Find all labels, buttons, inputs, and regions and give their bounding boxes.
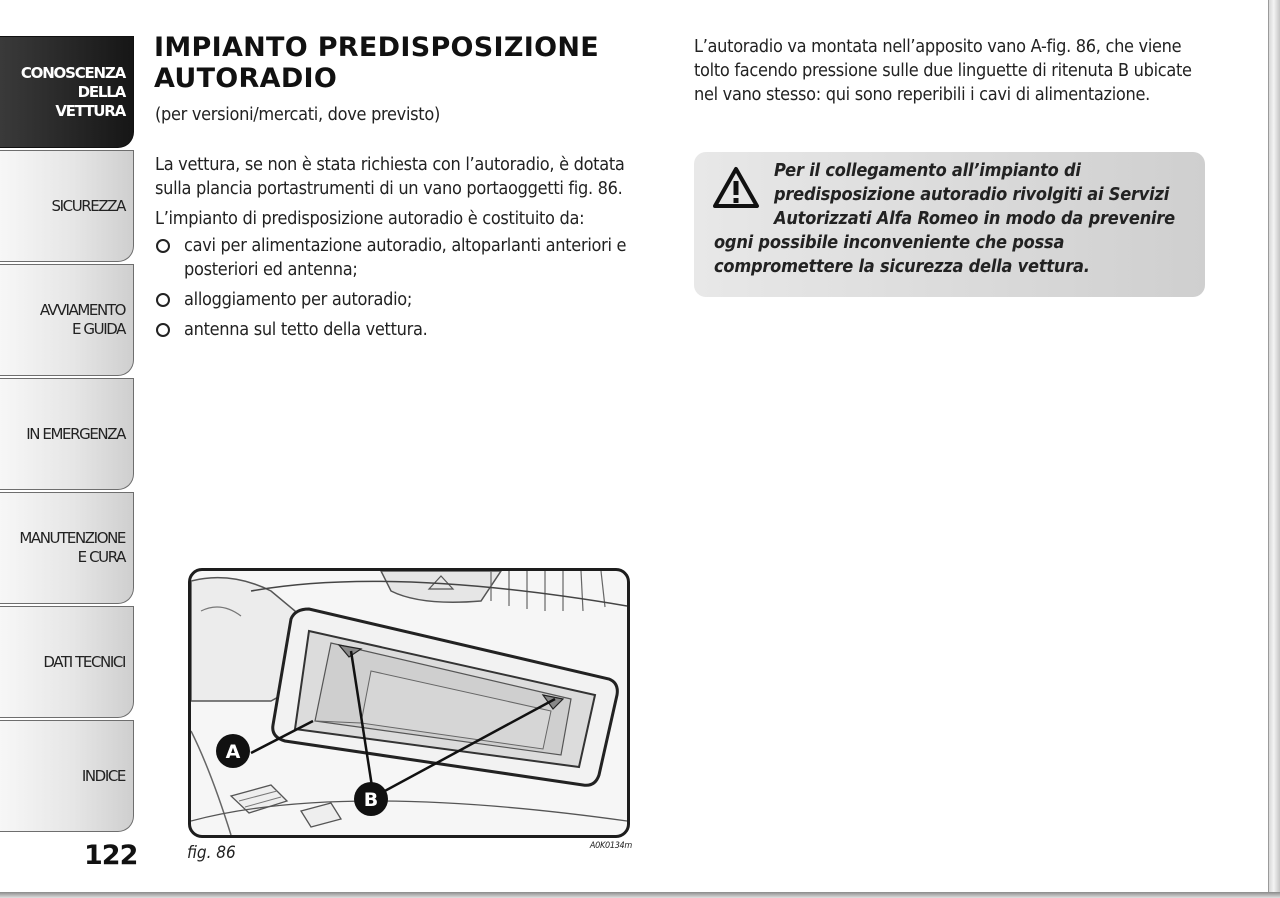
section-title-line2: AUTORADIO — [154, 63, 338, 94]
warning-box — [694, 152, 1205, 297]
section-title-line1: IMPIANTO PREDISPOSIZIONE — [154, 32, 599, 63]
tab-manutenzione-e-cura[interactable] — [0, 492, 134, 604]
tab-conoscenza-della-vettura[interactable] — [0, 36, 134, 148]
installation-paragraph: L’autoradio va montata nell’apposito vano A-fig. 86, che viene tolto facendo pressione sulle due linguette di ritenuta B ubicate nel vano stesso: qui sono reperibili i cavi di alimentazione. — [694, 36, 1192, 105]
tab-label-line1: DATI TECNICI — [43, 652, 125, 671]
tab-sicurezza[interactable] — [0, 150, 134, 262]
section-body — [155, 153, 665, 348]
intro-paragraph: La vettura, se non è stata richiesta con l’autoradio, è dotata sulla plancia portastrumenti di un vano portaoggetti fig. 86. — [155, 154, 625, 199]
tab-avviamento-e-guida[interactable] — [0, 264, 134, 376]
tab-label-line1: SICUREZZA — [51, 196, 125, 215]
components-intro: L’impianto di predisposizione autoradio è costituito da: — [155, 208, 585, 229]
list-item: alloggiamento per autoradio; — [155, 288, 665, 312]
tab-label-line2: E CURA — [77, 548, 125, 566]
label-b: B — [363, 789, 379, 811]
page-edge-right — [1268, 0, 1280, 898]
page-number: 122 — [84, 840, 138, 871]
tab-label-line1: MANUTENZIONE — [19, 529, 125, 547]
figure-86-illustration — [188, 568, 630, 838]
page-edge-bottom — [0, 892, 1280, 898]
tab-label-line3: VETTURA — [55, 101, 125, 120]
list-item: antenna sul tetto della vettura. — [155, 318, 665, 342]
tab-label-line1: INDICE — [81, 766, 125, 785]
section-title — [154, 32, 634, 94]
tab-in-emergenza[interactable] — [0, 378, 134, 490]
warning-text: Per il collegamento all’impianto di predisposizione autoradio rivolgiti ai Servizi Autorizzati Alfa Romeo in modo da prevenire ogni possibile inconveniente che possa compromettere la sicurezza della vettura. — [714, 160, 1175, 277]
list-item: cavi per alimentazione autoradio, altoparlanti anteriori e posteriori ed antenna; — [155, 234, 665, 282]
section-subtitle: (per versioni/mercati, dove previsto) — [155, 104, 440, 125]
tab-label-line1: AVVIAMENTO — [39, 301, 125, 319]
tab-label-line2: E GUIDA — [71, 320, 125, 338]
label-a: A — [225, 741, 241, 763]
components-list — [155, 234, 665, 342]
tab-label-line2: DELLA — [77, 82, 125, 101]
figure-caption: fig. 86 — [187, 843, 236, 863]
tab-label-line1: CONOSCENZA — [20, 63, 125, 82]
storage-compartment-drawing — [191, 571, 627, 835]
warning-text-block — [714, 159, 1192, 279]
figure-code: A0K0134m — [589, 841, 632, 851]
tab-indice[interactable] — [0, 720, 134, 832]
tab-dati-tecnici[interactable] — [0, 606, 134, 718]
tab-label-line1: IN EMERGENZA — [26, 424, 125, 443]
